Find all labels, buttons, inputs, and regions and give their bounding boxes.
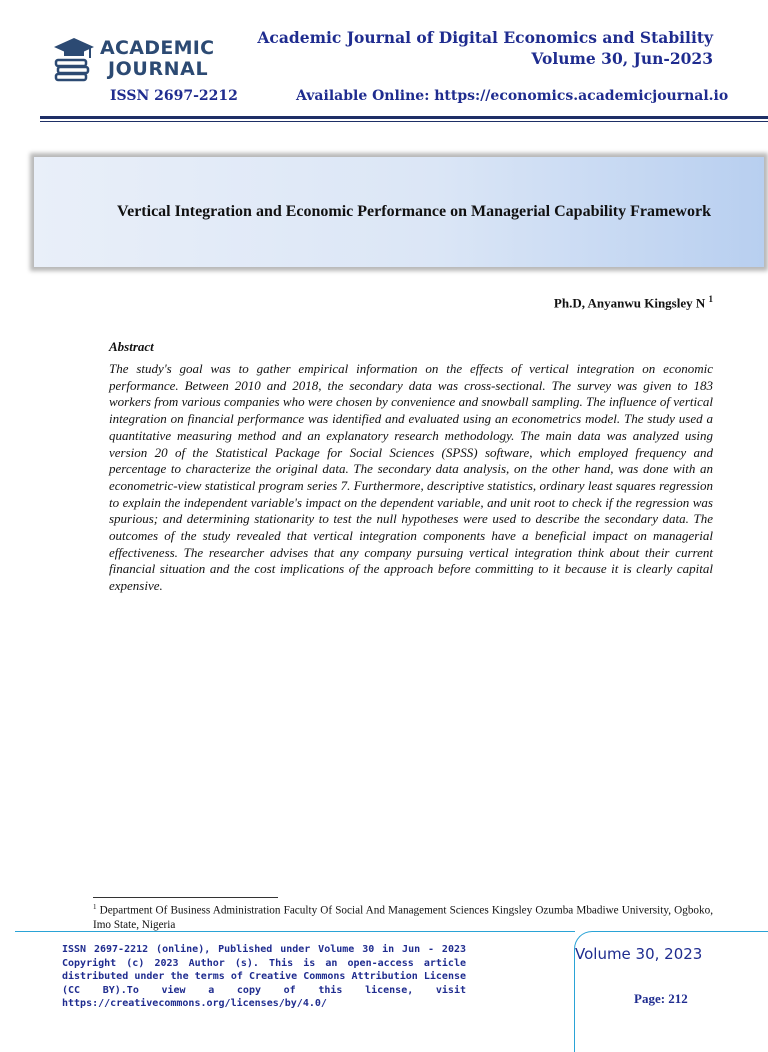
- logo-line-2: JOURNAL: [108, 58, 209, 80]
- author-line: [554, 294, 713, 311]
- abstract-text: The study's goal was to gather empirical information on the effects of vertical integration on economic performance. Between 2010 and 2018, the secondary data was cross-sectional. The survey was given to 183 workers from various companies who were chosen by convenience and snowball sampling. The influence of vertical integration on financial performance was identified and evaluated using an econometrics model. The study used a quantitative measuring method and an explanatory research methodology. The main data was analyzed using version 20 of the Statistical Package for Social Sciences (SPSS) software, which employed frequency and percentage to characterize the original data. The secondary data analysis, on the other hand, was done with an econometric-view statistical program series 7. Furthermore, descriptive statistics, ordinary least squares regression to explain the independent variable's impact on the dependent variable, and unit root to check if the regression was spurious; and determining stationarity to test the null hypotheses were used to describe the secondary data. The outcomes of the study revealed that vertical integration components have a beneficial impact on managerial effectiveness. The researcher advises that any company pursuing vertical integration think about their current financial situation and the cost implications of the approach before committing to it because it is clearly capital expensive.: [109, 361, 713, 594]
- title-box: [34, 157, 764, 267]
- paper-title: Vertical Integration and Economic Performance on Managerial Capability Framework: [117, 203, 711, 220]
- header-rule-thick: [40, 116, 768, 119]
- journal-volume-date: Volume 30, Jun-2023: [531, 49, 713, 68]
- journal-header: [257, 27, 713, 69]
- footnote-text: Department Of Business Administration Faculty Of Social And Management Sciences Kingsley Ozumba Mbadiwe University, Ogboko, Imo State, Nigeria: [93, 904, 714, 931]
- abstract-heading: Abstract: [109, 339, 154, 354]
- author-footnote-mark[interactable]: 1: [708, 294, 713, 304]
- issn: ISSN 2697-2212: [110, 88, 238, 104]
- logo-line-1: ACADEMIC: [100, 37, 215, 59]
- page-number: Page: 212: [634, 991, 688, 1006]
- available-online-link[interactable]: Available Online: https://economics.academicjournal.io: [296, 88, 729, 104]
- license-text: ISSN 2697-2212 (online), Published under Volume 30 in Jun - 2023 Copyright (c) 2023 Author (s). This is an open-access article distributed under the terms of Creative Commons Attribution License (CC BY).To view a copy of this license, visit https://creativecommons.org/licenses/by/4.0/: [62, 944, 466, 1010]
- logo-wordmark: [100, 38, 214, 80]
- journal-name: Academic Journal of Digital Economics and Stability: [257, 28, 713, 47]
- author-name: Ph.D, Anyanwu Kingsley N: [553, 295, 706, 311]
- footer-volume: Volume 30, 2023: [575, 945, 703, 963]
- footnote-separator: [93, 897, 278, 898]
- footnote: [93, 900, 713, 932]
- graduation-cap-books-icon: [52, 36, 96, 82]
- journal-logo: [52, 36, 227, 82]
- footnote-mark: 1: [93, 903, 97, 911]
- footer-line: [15, 931, 575, 932]
- header-rule-thin: [40, 121, 768, 122]
